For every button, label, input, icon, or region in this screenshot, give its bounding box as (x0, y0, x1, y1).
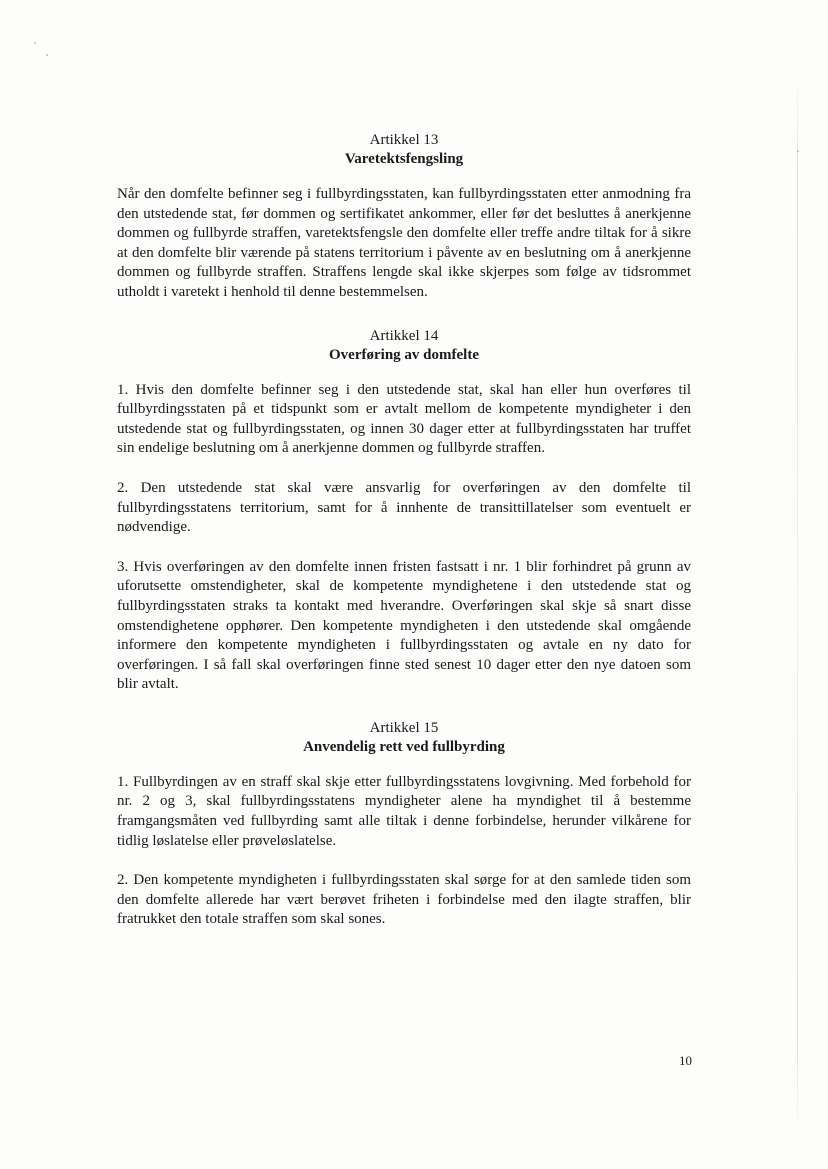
article-title: Varetektsfengsling (344, 151, 464, 167)
article-number: Artikkel 15 (369, 719, 439, 736)
article-title: Overføring av domfelte (329, 346, 479, 363)
paragraph: 2. Den utstedende stat skal være ansvarlig for overføringen av den domfelte til fullbyrdingsstatens territorium, samt for å innhente de transittillatelser som eventuelt er nødvendige. (117, 479, 691, 536)
article-title: Anvendelig rett ved fullbyrding (303, 738, 505, 755)
page-number: 10 (679, 1053, 692, 1068)
scan-speck (46, 54, 48, 56)
article-14 (117, 327, 691, 695)
paragraph: Når den domfelte befinner seg i fullbyrdingsstaten, kan fullbyrdingsstaten etter anmodning fra den utstedende stat, før dommen og sertifikatet ankommer, eller før det besluttes å anerkjenne dommen og fullbyrde straffen, varetektsfengsle den domfelte eller treffe andre tiltak for å sikre at den domfelte blir værende på statens territorium i påvente av en beslutning om å anerkjenne dommen og fullbyrde straffen. Straffens lengde skal ikke skjerpes som følge av tidsrommet utholdt i varetekt i henhold til denne bestemmelsen. (117, 186, 691, 300)
scan-speck (797, 150, 799, 152)
article-number: Artikkel 14 (369, 327, 439, 344)
paragraph: 2. Den kompetente myndigheten i fullbyrdingsstaten skal sørge for at den samlede tiden som den domfelte allerede har vært berøvet friheten i forbindelse med den ilagte straffen, blir fratrukket den totale straffen som skal sones. (117, 872, 691, 928)
paragraph: 1. Hvis den domfelte befinner seg i den utstedende stat, skal han eller hun overføres til fullbyrdingsstaten på et tidspunkt som er avtalt mellom de kompetente myndigheter i den utstedende stat og fullbyrdingsstaten, og innen 30 dager etter at fullbyrdingsstaten har truffet sin endelige beslutning om å anerkjenne dommen og fullbyrde straffen. (117, 381, 691, 457)
document-body (117, 131, 691, 954)
article-number: Artikkel 13 (369, 132, 439, 148)
article-13 (117, 131, 691, 303)
paragraph: 1. Fullbyrdingen av en straff skal skje etter fullbyrdingsstatens lovgivning. Med forbehold for nr. 2 og 3, skal fullbyrdingsstatens myndigheter alene ha myndighet til å bestemme framgangsmåten ved fullbyrding samt alle tiltak i denne forbindelse, herunder vilkårene for tidlig løslatelse eller prøveløslatelse. (117, 773, 691, 849)
article-15 (117, 719, 691, 930)
scan-speck (34, 42, 36, 44)
paragraph: 3. Hvis overføringen av den domfelte innen fristen fastsatt i nr. 1 blir forhindret på grunn av uforutsette omstendigheter, skal de kompetente myndighetene i den utstedende stat og fullbyrdingsstaten straks ta kontakt med hverandre. Overføringen skal skje så snart disse omstendighetene opphører. Den kompetente myndigheten i den utstedende skal omgående informere den kompetente myndigheten i fullbyrdingsstaten og avtale en ny dato for overføringen. I så fall skal overføringen finne sted senest 10 dager etter den nye datoen som blir avtalt. (117, 558, 691, 693)
scan-edge-line (797, 70, 798, 1140)
